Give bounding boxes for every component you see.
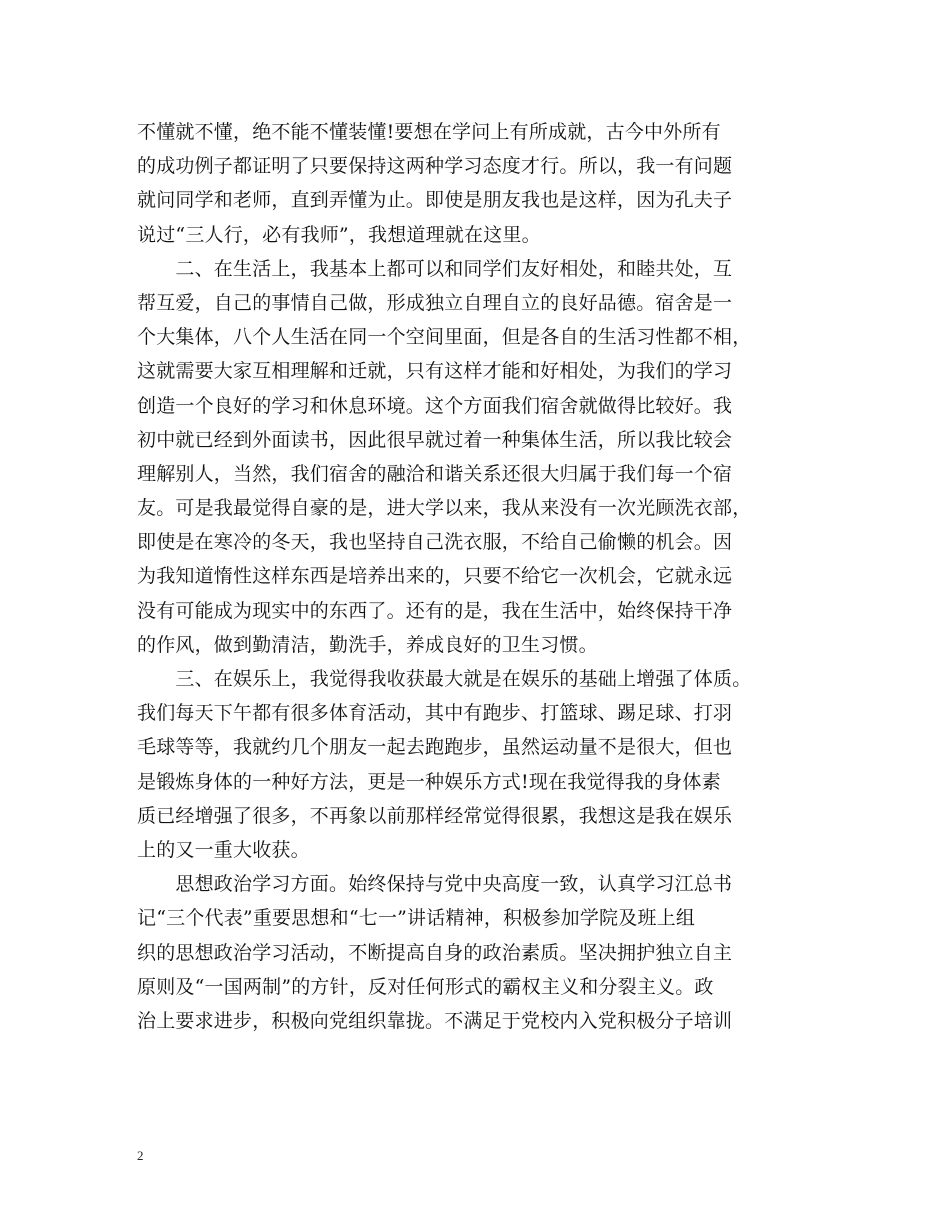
text-line: 毛球等等，我就约几个朋友一起去跑跑步，虽然运动量不是很大，但也 (137, 736, 733, 759)
text-line: 不懂就不懂，绝不能不懂装懂!要想在学问上有所成就，古今中外所有 (137, 121, 721, 143)
body-text (137, 115, 823, 1038)
text-line: 的成功例子都证明了只要保持这两种学习态度才行。所以，我一有问题 (137, 155, 733, 178)
text-line: 记“三个代表”重要思想和“七一”讲话精神，积极参加学院及班上组 (137, 907, 696, 930)
text-line: 创造一个良好的学习和休息环境。这个方面我们宿舍就做得比较好。我 (137, 394, 733, 417)
text-line: 二、在生活上，我基本上都可以和同学们友好相处，和睦共处，互 (137, 257, 733, 280)
text-line: 友。可是我最觉得自豪的是，进大学以来，我从来没有一次光顾洗衣部， (137, 497, 752, 520)
text-line: 即使是在寒冷的冬天，我也坚持自己洗衣服，不给自己偷懒的机会。因 (137, 531, 733, 554)
page-number: 2 (137, 1148, 144, 1163)
text-line: 治上要求进步，积极向党组织靠拢。不满足于党校内入党积极分子培训 (137, 1009, 733, 1032)
text-line: 为我知道惰性这样东西是培养出来的，只要不给它一次机会，它就永远 (137, 565, 733, 588)
text-line: 思想政治学习方面。始终保持与党中央高度一致，认真学习江总书 (137, 873, 733, 896)
text-line: 的作风，做到勤清洁，勤洗手，养成良好的卫生习惯。 (137, 633, 598, 656)
text-line: 这就需要大家互相理解和迁就，只有这样才能和好相处，为我们的学习 (137, 360, 733, 383)
text-line: 织的思想政治学习活动，不断提高自身的政治素质。坚决拥护独立自主 (137, 941, 733, 964)
text-line: 上的又一重大收获。 (137, 838, 310, 861)
text-line: 是锻炼身体的一种好方法，更是一种娱乐方式!现在我觉得我的身体素 (137, 770, 721, 793)
text-line: 说过“三人行，必有我师”，我想道理就在这里。 (137, 223, 541, 246)
text-line: 质已经增强了很多，不再象以前那样经常觉得很累，我想这是我在娱乐 (137, 804, 733, 827)
text-line: 原则及“一国两制”的方针，反对任何形式的霸权主义和分裂主义。政 (137, 975, 714, 998)
text-line: 个大集体，八个人生活在同一个空间里面，但是各自的生活习性都不相， (137, 326, 752, 349)
text-line: 就问同学和老师，直到弄懂为止。即使是朋友我也是这样，因为孔夫子 (137, 189, 733, 212)
text-line: 三、在娱乐上，我觉得我收获最大就是在娱乐的基础上增强了体质。 (137, 668, 752, 690)
text-line: 初中就已经到外面读书，因此很早就过着一种集体生活，所以我比较会 (137, 428, 733, 451)
text-line: 帮互爱，自己的事情自己做，形成独立自理自立的良好品德。宿舍是一 (137, 291, 733, 314)
text-line: 没有可能成为现实中的东西了。还有的是，我在生活中，始终保持干净 (137, 599, 733, 622)
text-line: 理解别人，当然，我们宿舍的融洽和谐关系还很大归属于我们每一个宿 (137, 462, 733, 485)
text-line: 我们每天下午都有很多体育活动，其中有跑步、打篮球、踢足球、打羽 (137, 702, 733, 725)
